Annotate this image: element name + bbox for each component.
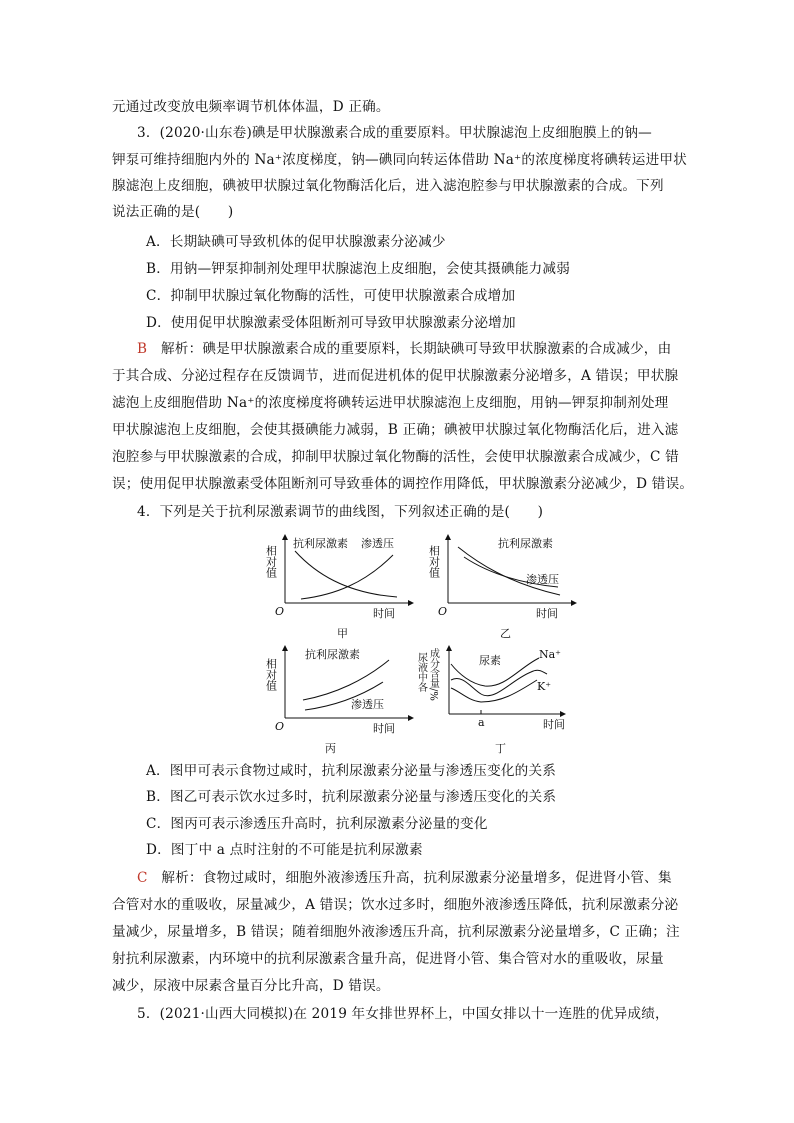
option-a: A．长期缺碘可导致机体的促甲状腺激素分泌减少	[146, 234, 446, 250]
x-axis-label: 时间	[373, 722, 395, 735]
y-axis-label: 相对值	[427, 545, 441, 578]
analysis-3	[137, 340, 671, 358]
adh-curve	[295, 551, 397, 597]
curve-label-adh: 抗利尿激素	[293, 537, 348, 550]
option-b: B．用钠—钾泵抑制剂处理甲状腺滤泡上皮细胞，会使其摄碘能力减弱	[146, 261, 570, 277]
question-4-stem: 4．下列是关于抗利尿激素调节的曲线图，下列叙述正确的是( )	[137, 504, 544, 520]
y-axis-label: 相对值	[264, 545, 278, 578]
analysis-4	[137, 869, 672, 887]
text-line: 滤泡上皮细胞借助 Na⁺的浓度梯度将碘转运进甲状腺滤泡上皮细胞，用钠—钾泵抑制剂处理	[112, 395, 669, 411]
figure-caption: 丁	[495, 742, 506, 755]
answer-letter: B	[137, 341, 148, 357]
option-c: C．图丙可表示渗透压升高时，抗利尿激素分泌量的变化	[146, 816, 488, 832]
y-axis-label: 相对值	[264, 658, 278, 691]
text-line: 甲状腺滤泡上皮细胞，会使其摄碘能力减弱，B 正确；碘被甲状腺过氧化物酶活化后，进入滤	[112, 422, 679, 438]
y-axis-label-1: 尿液中各	[415, 652, 427, 692]
text-line: 泡腔参与甲状腺激素的合成，抑制甲状腺过氧化物酶的活性，会使甲状腺激素合成减少，C 错	[112, 449, 679, 465]
question-5-stem: 5．(2021·山西大同模拟)在 2019 年女排世界杯上，中国女排以十一连胜的优异成绩，	[137, 1006, 669, 1022]
graph-ding	[415, 644, 590, 756]
text-line: 钾泵可维持细胞内外的 Na⁺浓度梯度，钠—碘同向转运体借助 Na⁺的浓度梯度将碘转运进甲状	[112, 152, 687, 168]
curve-label-urea: 尿素	[479, 654, 501, 667]
curve-label-osmotic: 渗透压	[526, 573, 559, 586]
figure-caption: 乙	[500, 627, 511, 640]
option-d: D．使用促甲状腺激素受体阻断剂可导致甲状腺激素分泌增加	[146, 315, 516, 331]
analysis-text: 解析：食物过咸时，细胞外液渗透压升高，抗利尿激素分泌量增多，促进肾小管、集	[147, 870, 672, 886]
x-axis-label: 时间	[543, 718, 565, 731]
text-line: 合管对水的重吸收，尿量减少，A 错误；饮水过多时，细胞外液渗透压降低，抗利尿激素分泌	[112, 897, 679, 913]
graph-bing	[265, 644, 425, 756]
graph-yi	[428, 533, 588, 643]
origin-label: O	[438, 605, 448, 618]
curve-label-osmotic: 渗透压	[361, 537, 394, 550]
text-line: 减少，尿液中尿素含量百分比升高，D 错误。	[112, 978, 390, 994]
figure-caption: 甲	[337, 627, 348, 640]
analysis-text: 解析：碘是甲状腺激素合成的重要原料，长期缺碘可导致甲状腺激素的合成减少，由	[147, 341, 672, 357]
text-line: 腺滤泡上皮细胞，碘被甲状腺过氧化物酶活化后，进入滤泡腔参与甲状腺激素的合成。下列	[112, 178, 664, 194]
origin-label: O	[275, 605, 285, 618]
point-a-label: a	[478, 716, 485, 729]
option-c: C．抑制甲状腺过氧化物酶的活性，可使甲状腺激素合成增加	[146, 288, 516, 304]
k-curve	[451, 680, 537, 702]
origin-label: O	[275, 720, 285, 733]
text-line: 量减少，尿量增多，B 错误；随着细胞外液渗透压升高，抗利尿激素分泌量增多，C 正确；注	[112, 924, 680, 940]
x-axis-label: 时间	[536, 607, 558, 620]
text-line: 于其合成、分泌过程存在反馈调节，进而促进机体的促甲状腺激素分泌增多，A 错误；甲状腺	[112, 368, 679, 384]
y-axis-label-2: 成分含量/%	[427, 648, 439, 701]
figure-caption: 丙	[325, 742, 336, 755]
text-line: 说法正确的是( )	[112, 204, 234, 220]
curve-label-adh: 抗利尿激素	[498, 537, 553, 550]
curve-label-k: K⁺	[537, 680, 552, 693]
osmotic-curve	[301, 555, 393, 599]
x-axis-label: 时间	[373, 607, 395, 620]
curve-label-adh: 抗利尿激素	[305, 648, 360, 661]
adh-curve	[303, 660, 389, 700]
curve-label-osmotic: 渗透压	[351, 698, 384, 711]
option-b: B．图乙可表示饮水过多时，抗利尿激素分泌量与渗透压变化的关系	[146, 789, 557, 805]
text-line: 元通过改变放电频率调节机体体温，D 正确。	[112, 99, 390, 115]
text-line: 射抗利尿激素，内环境中的抗利尿激素含量升高，促进肾小管、集合管对水的重吸收，尿量	[112, 951, 664, 967]
text-line: 误；使用促甲状腺激素受体阻断剂可导致垂体的调控作用降低，甲状腺激素分泌减少，D 错误。	[112, 476, 694, 492]
graph-jia	[265, 533, 425, 643]
question-3-stem: 3．(2020·山东卷)碘是甲状腺激素合成的重要原料。甲状腺滤泡上皮细胞膜上的钠—	[137, 125, 652, 141]
option-d: D．图丁中 a 点时注射的不可能是抗利尿激素	[146, 842, 423, 858]
curve-label-na: Na⁺	[539, 648, 561, 661]
adh-curve	[458, 547, 560, 595]
option-a: A．图甲可表示食物过咸时，抗利尿激素分泌量与渗透压变化的关系	[146, 763, 557, 779]
answer-letter: C	[137, 870, 148, 886]
